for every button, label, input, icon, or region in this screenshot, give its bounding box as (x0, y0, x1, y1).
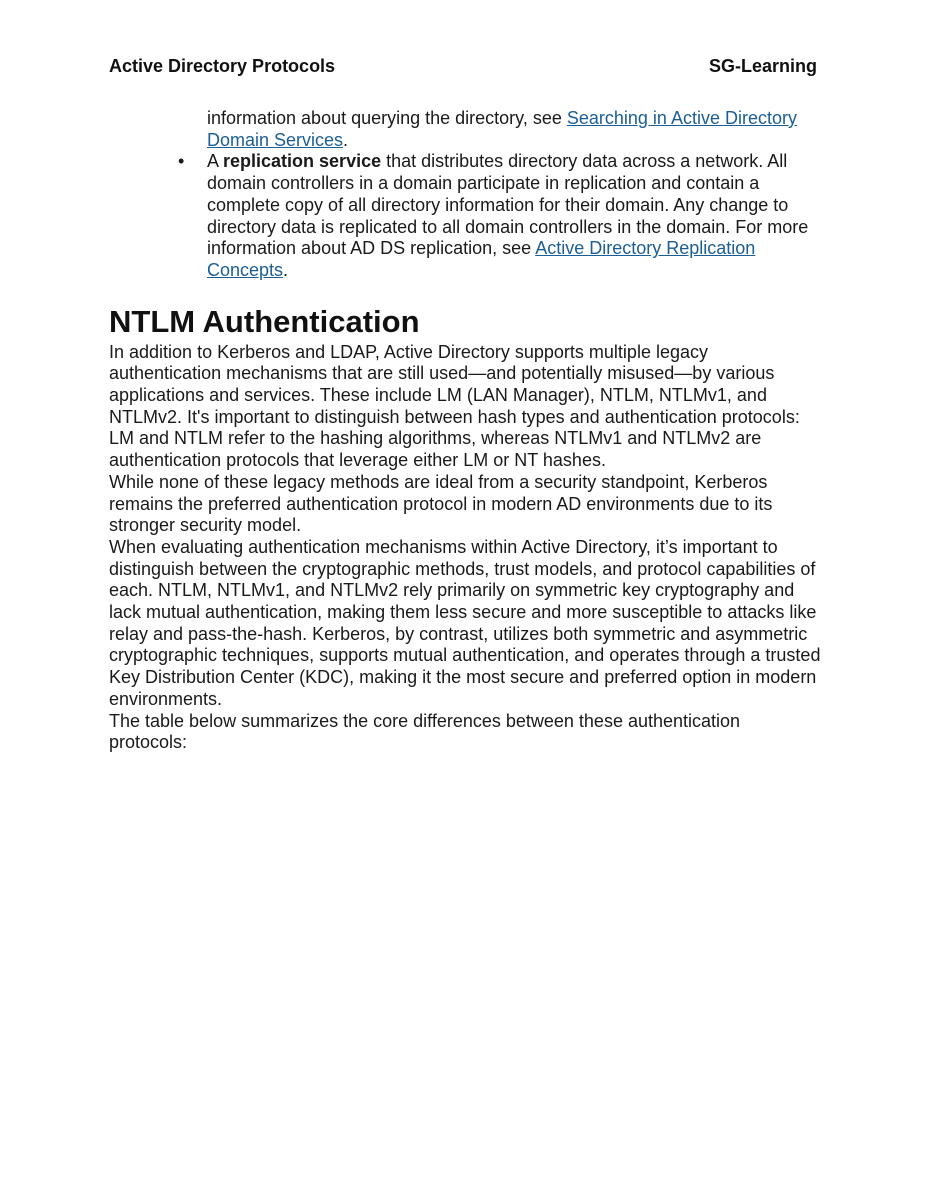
bullet-prefix: A (207, 151, 224, 172)
continued-end: . (343, 129, 349, 150)
paragraph: In addition to Kerberos and LDAP, Active Directory supports multiple legacy authentication mechanisms that are still used—and potentially misused—by various applications and services. These include LM (LAN Manager), NTLM, NTLMv1, and NTLMv2. It's important to distinguish between hash types and authentication protocols: LM and NTLM refer to the hashing algorithms, whereas NTLMv1 and NTLMv2 are authentication protocols that leverage either LM or NT hashes. (109, 341, 800, 471)
bullet-list (109, 151, 821, 281)
bullet-text: that distributes directory data across a network. All domain controllers in a domain participate in replication and contain a complete copy of all directory information for their domain. Any change to directory data is replicated to all domain controllers in the domain. For more information about AD DS replication, see (207, 151, 809, 259)
paragraph: The table below summarizes the core differences between these authentication protocols: (109, 710, 741, 753)
bullet-icon: • (178, 151, 185, 172)
header-brand: SG-Learning (708, 56, 817, 76)
bullet-end: . (283, 259, 289, 280)
paragraph: While none of these legacy methods are ideal from a security standpoint, Kerberos remains the preferred authentication protocol in modern AD environments due to its stronger security model. (109, 471, 773, 536)
continued-list-item (207, 108, 821, 151)
continued-text: information about querying the directory, see (207, 108, 567, 128)
page-header (109, 54, 817, 78)
bullet-bold-term: replication service (223, 151, 382, 172)
page-content (109, 108, 821, 754)
list-item (109, 151, 821, 281)
header-title: Active Directory Protocols (109, 56, 336, 76)
ad-replication-concepts-link[interactable]: Active Directory Replication Concepts (207, 238, 756, 280)
searching-ad-ds-link[interactable]: Searching in Active Directory Domain Services (207, 108, 797, 150)
paragraph: When evaluating authentication mechanisms within Active Directory, it’s important to distinguish between the cryptographic methods, trust models, and protocol capabilities of each. NTLM, NTLMv1, and NTLMv2 rely primarily on symmetric key cryptography and lack mutual authentication, making them less secure and more susceptible to attacks like relay and pass-the-hash. Kerberos, by contrast, utilizes both symmetric and asymmetric cryptographic techniques, supports mutual authentication, and operates through a trusted Key Distribution Center (KDC), making it the most secure and preferred option in modern environments. (109, 536, 821, 709)
section-heading: NTLM Authentication (109, 303, 420, 339)
